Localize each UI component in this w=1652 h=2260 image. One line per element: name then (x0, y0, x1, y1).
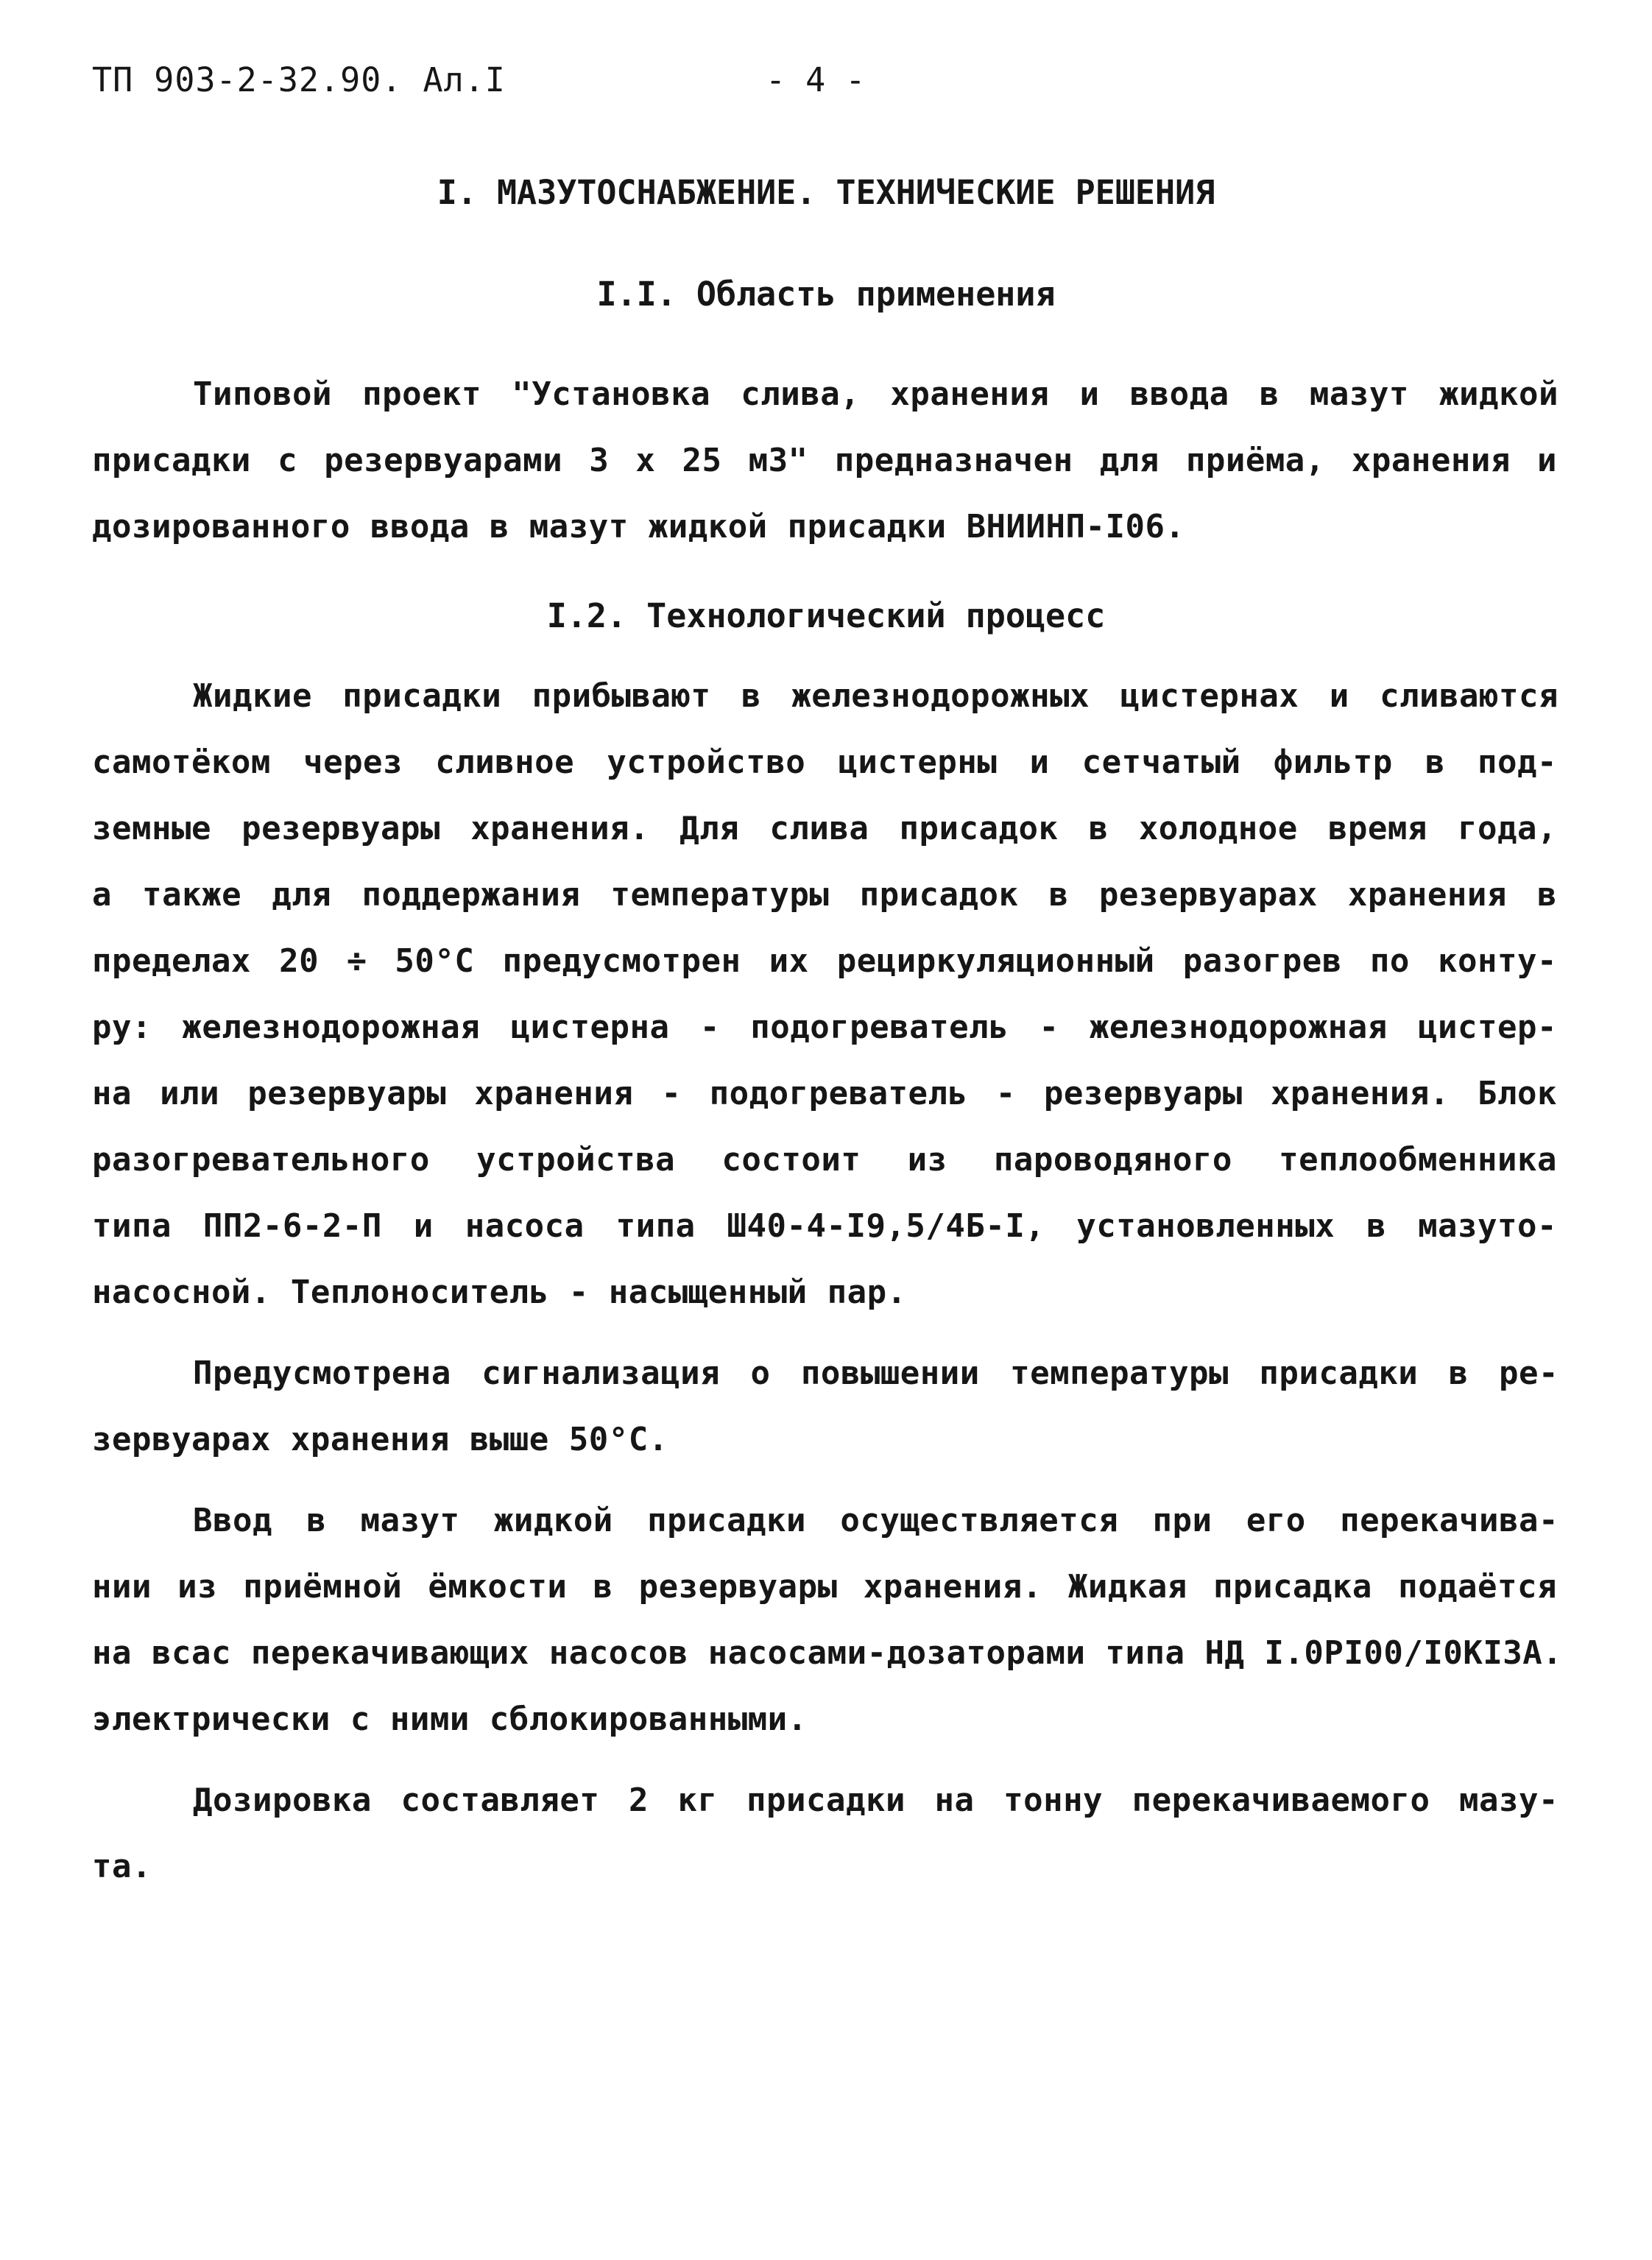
paragraph-line: электрически с ними сблокированными. (92, 1701, 808, 1738)
paragraph-line: Жидкие присадки прибывают в железнодорожных цистернах и сливаются (193, 677, 1559, 715)
paragraph-line: пределах 20 ÷ 50°С предусмотрен их рециркуляционный разогрев по конту- (92, 942, 1557, 980)
subsection-title-scope: I.I. Область применения (596, 275, 1056, 314)
paragraph-line: та. (92, 1848, 152, 1885)
paragraph-line: присадки с резервуарами 3 х 25 м3" предназначен для приёма, хранения и (92, 442, 1557, 479)
paragraph-line: а также для поддержания температуры присадок в резервуарах хранения в (92, 876, 1557, 914)
paragraph-line: самотёком через сливное устройство цистерны и сетчатый фильтр в под- (92, 744, 1557, 781)
document-code: ТП 903-2-32.90. Ал.I (92, 60, 506, 99)
subsection-title-process: I.2. Технологический процесс (546, 596, 1106, 635)
section-title: I. МАЗУТОСНАБЖЕНИЕ. ТЕХНИЧЕСКИЕ РЕШЕНИЯ (437, 173, 1215, 212)
paragraph-line: Предусмотрена сигнализация о повышении температуры присадки в ре- (193, 1355, 1559, 1392)
paragraph-line: нии из приёмной ёмкости в резервуары хранения. Жидкая присадка подаётся (92, 1568, 1557, 1606)
page-header (92, 60, 1491, 119)
paragraph-line: ру: железнодорожная цистерна - подогреватель - железнодорожная цистер- (92, 1009, 1557, 1046)
paragraph-line: разогревательного устройства состоит из пароводяного теплообменника (92, 1141, 1557, 1179)
paragraph-line: зервуарах хранения выше 50°С. (92, 1421, 668, 1458)
paragraph-line: типа ПП2-6-2-П и насоса типа Ш40-4-I9,5/4Б-I, установленных в мазуто- (92, 1207, 1557, 1245)
paragraph-line: насосной. Теплоноситель - насыщенный пар. (92, 1274, 907, 1311)
paragraph-line: дозированного ввода в мазут жидкой присадки ВНИИНП-I06. (92, 508, 1185, 545)
paragraph-line: на всас перекачивающих насосов насосами-дозаторами типа НД I.0РI00/I0КI3А. (92, 1634, 1563, 1672)
paragraph-line: Ввод в мазут жидкой присадки осуществляется при его перекачива- (193, 1502, 1559, 1539)
paragraph-line: земные резервуары хранения. Для слива присадок в холодное время года, (92, 810, 1557, 847)
paragraph-line: на или резервуары хранения - подогреватель - резервуары хранения. Блок (92, 1075, 1557, 1112)
paragraph-line: Типовой проект "Установка слива, хранения и ввода в мазут жидкой (193, 375, 1559, 413)
paragraph-line: Дозировка составляет 2 кг присадки на тонну перекачиваемого мазу- (193, 1781, 1559, 1819)
page-number: - 4 - (766, 60, 866, 99)
